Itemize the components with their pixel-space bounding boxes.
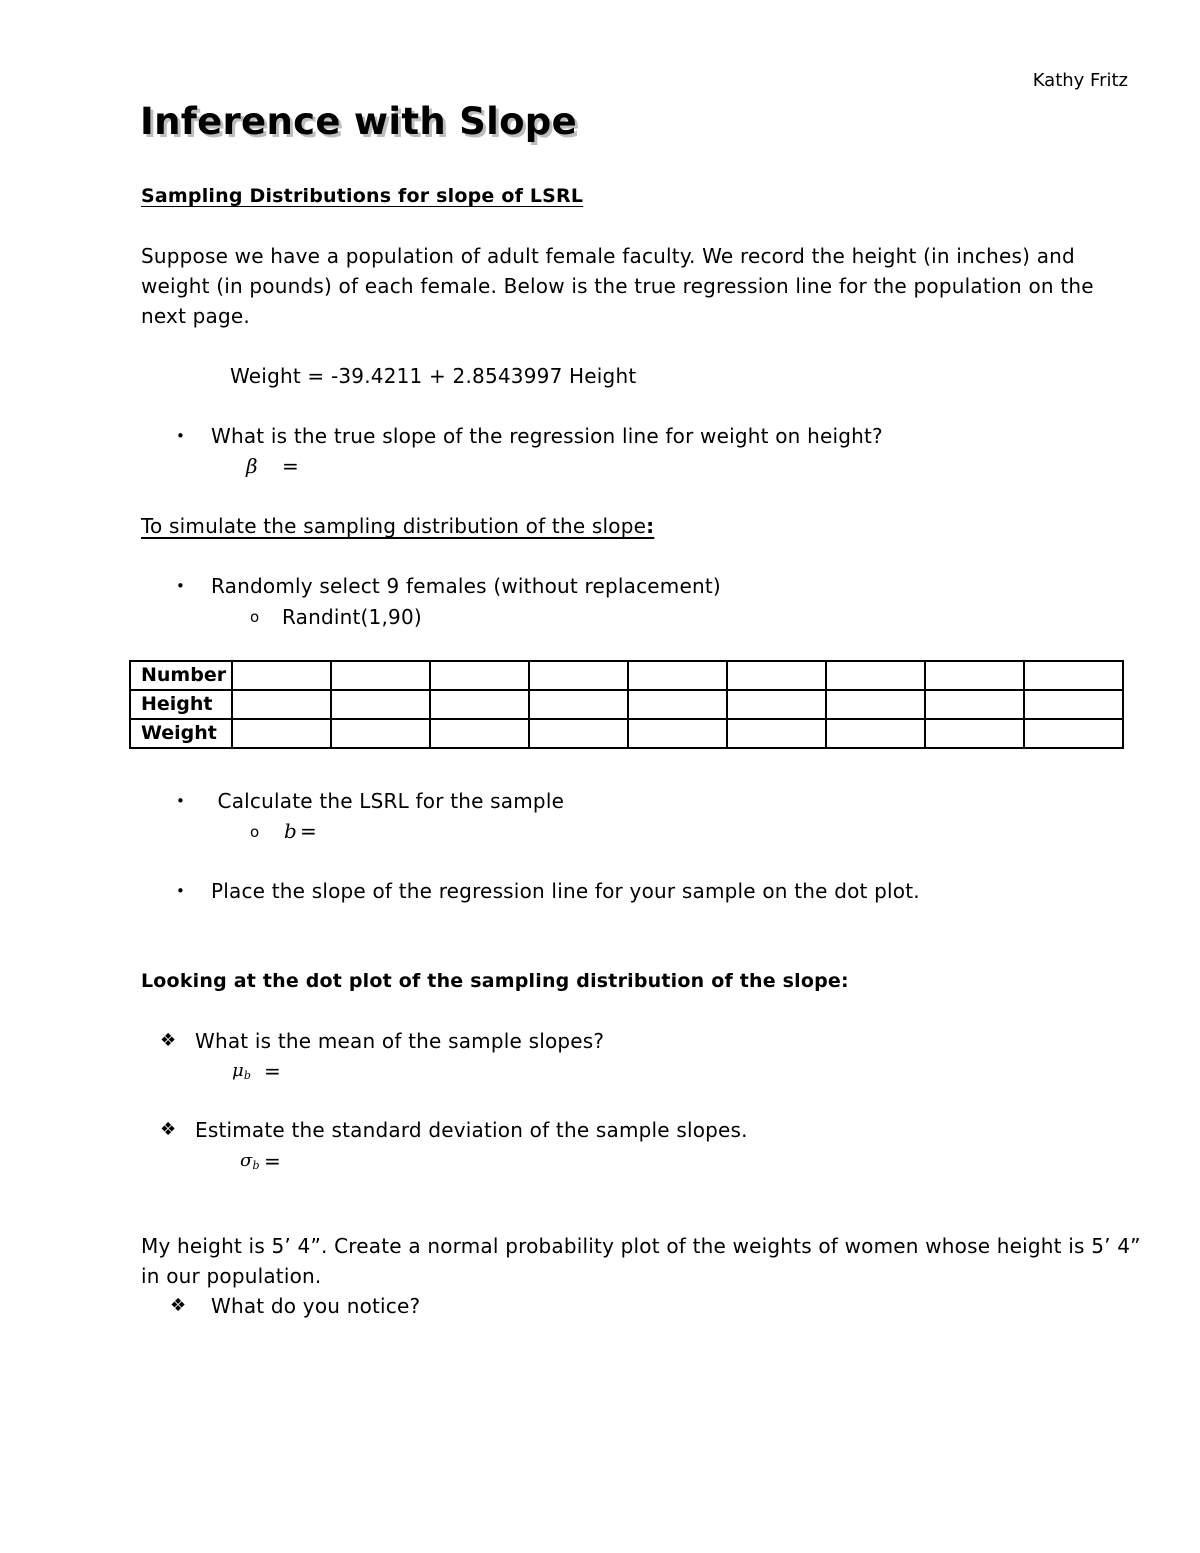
table-row: [130, 690, 1123, 719]
mu-subscript: b: [243, 1069, 252, 1082]
table-cell: [529, 690, 628, 719]
row-label-height: Height: [130, 690, 232, 719]
bullet-icon: •: [176, 792, 186, 810]
diamond-bullet-icon: ❖: [170, 1295, 187, 1316]
table-cell: [331, 690, 430, 719]
bullet-calculate-lsrl: Calculate the LSRL for the sample: [211, 789, 565, 813]
question-mean-slopes: What is the mean of the sample slopes?: [195, 1029, 605, 1053]
diamond-bullet-icon: ❖: [160, 1119, 177, 1140]
sub-bullet-icon: o: [250, 608, 260, 626]
table-cell: [628, 661, 727, 690]
bullet-place-slope: Place the slope of the regression line for your sample on the dot plot.: [211, 879, 920, 903]
sub-bullet-randint: Randint(1,90): [282, 605, 422, 629]
table-cell: [628, 719, 727, 748]
table-cell: [1024, 661, 1123, 690]
diamond-bullet-icon: ❖: [160, 1030, 177, 1051]
simulate-heading-text: To simulate the sampling distribution of the slope: [141, 514, 647, 538]
table-cell: [727, 719, 826, 748]
mu-equals: =: [264, 1059, 281, 1083]
mu-symbol: μ: [232, 1060, 244, 1081]
table-cell: [925, 690, 1024, 719]
section-heading-simulate: [141, 511, 654, 541]
height-statement-line1: My height is 5’ 4”. Create a normal probability plot of the weights of women whose height is 5’ 4”: [141, 1234, 1141, 1258]
table-cell: [430, 719, 529, 748]
simulate-heading-colon: :: [646, 514, 655, 538]
bullet-icon: •: [176, 577, 186, 595]
table-cell: [628, 690, 727, 719]
table-cell: [232, 690, 331, 719]
regression-equation: Weight = -39.4211 + 2.8543997 Height: [230, 364, 637, 388]
section-heading-dot-plot: Looking at the dot plot of the sampling distribution of the slope:: [141, 970, 849, 992]
row-label-weight: Weight: [130, 719, 232, 748]
bullet-random-select: Randomly select 9 females (without replacement): [211, 574, 721, 598]
table-cell: [1024, 719, 1123, 748]
table-cell: [430, 690, 529, 719]
table-cell: [430, 661, 529, 690]
table-cell: [727, 690, 826, 719]
table-cell: [232, 719, 331, 748]
table-cell: [331, 661, 430, 690]
table-cell: [925, 661, 1024, 690]
table-cell: [727, 661, 826, 690]
table-row: [130, 661, 1123, 690]
table-cell: [826, 661, 925, 690]
height-statement-line2: in our population.: [141, 1264, 322, 1288]
author-name: Kathy Fritz: [1032, 70, 1128, 91]
sigma-equals: =: [264, 1149, 281, 1173]
page-title: Inference with Slope: [140, 100, 577, 143]
beta-symbol: β: [246, 454, 258, 478]
table-cell: [925, 719, 1024, 748]
beta-equals: =: [282, 454, 299, 478]
row-label-number: Number: [130, 661, 232, 690]
table-cell: [1024, 690, 1123, 719]
intro-paragraph: Suppose we have a population of adult female faculty. We record the height (in inches) and weight (in pounds) of each female. Below is the true regression line for the population on the next page.: [141, 244, 1094, 328]
question-sd-slopes: Estimate the standard deviation of the sample slopes.: [195, 1118, 748, 1142]
table-cell: [826, 690, 925, 719]
b-symbol: b: [284, 819, 298, 843]
sub-bullet-icon: o: [250, 823, 260, 841]
bullet-icon: •: [176, 427, 186, 445]
mu-b-symbol: [232, 1056, 251, 1091]
sigma-symbol: σ: [240, 1150, 253, 1171]
sigma-b-symbol: [240, 1146, 260, 1181]
sample-data-table: [129, 660, 1124, 749]
table-cell: [529, 719, 628, 748]
question-true-slope: What is the true slope of the regression line for weight on height?: [211, 424, 883, 448]
table-row: [130, 719, 1123, 748]
table-cell: [529, 661, 628, 690]
section-heading-sampling: Sampling Distributions for slope of LSRL: [141, 185, 584, 207]
bullet-icon: •: [176, 882, 186, 900]
table-cell: [826, 719, 925, 748]
b-equals: =: [300, 819, 317, 843]
question-notice: What do you notice?: [211, 1294, 421, 1318]
table-cell: [232, 661, 331, 690]
table-cell: [331, 719, 430, 748]
sigma-subscript: b: [252, 1159, 260, 1172]
